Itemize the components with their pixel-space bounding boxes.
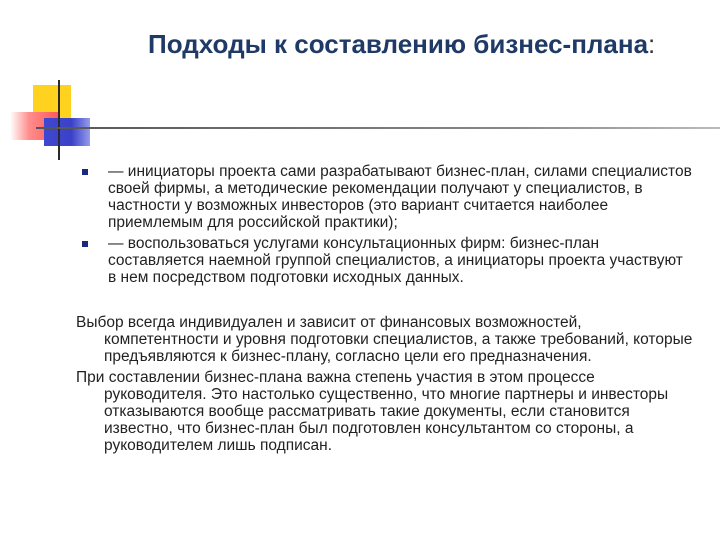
bullet-text: — воспользоваться услугами консультационных фирм: бизнес-план составляется наемной группой специалистов, а инициаторы проекта участвуют в нем посредством подготовки исходных данных. [108,235,683,286]
bullet-item [82,163,692,231]
blue-square-decoration [44,118,90,146]
corner-decoration [0,0,130,170]
body-paragraphs [76,314,696,458]
bullet-list [82,163,692,290]
paragraph: Выбор всегда индивидуален и зависит от финансовых возможностей, компетентности и уровня подготовки специалистов, а также требований, которые предъявляются к бизнес-плану, согласно цели его предназначения. [76,314,693,365]
paragraph: При составлении бизнес-плана важна степень участия в этом процессе руководителя. Это настолько существенно, что многие партнеры и инвесторы отказываются вообще рассматривать такие документы, если становится известно, что бизнес-план был подготовлен консультантом со стороны, а руководителем лишь подписан. [76,369,669,454]
slide-title-text: Подходы к составлению бизнес-плана [148,29,649,59]
title-divider-line [36,127,720,129]
vertical-line-decoration [58,80,60,160]
slide-title-colon: : [648,29,656,59]
square-bullet-icon [82,241,88,247]
slide-title [148,26,688,62]
square-bullet-icon [82,169,88,175]
bullet-item [82,235,692,286]
bullet-text: — инициаторы проекта сами разрабатывают бизнес-план, силами специалистов своей фирмы, а методические рекомендации получают у специалистов, в частности у возможных инвесторов (это вариант считается наиболее приемлемым для российской практики); [108,163,692,231]
